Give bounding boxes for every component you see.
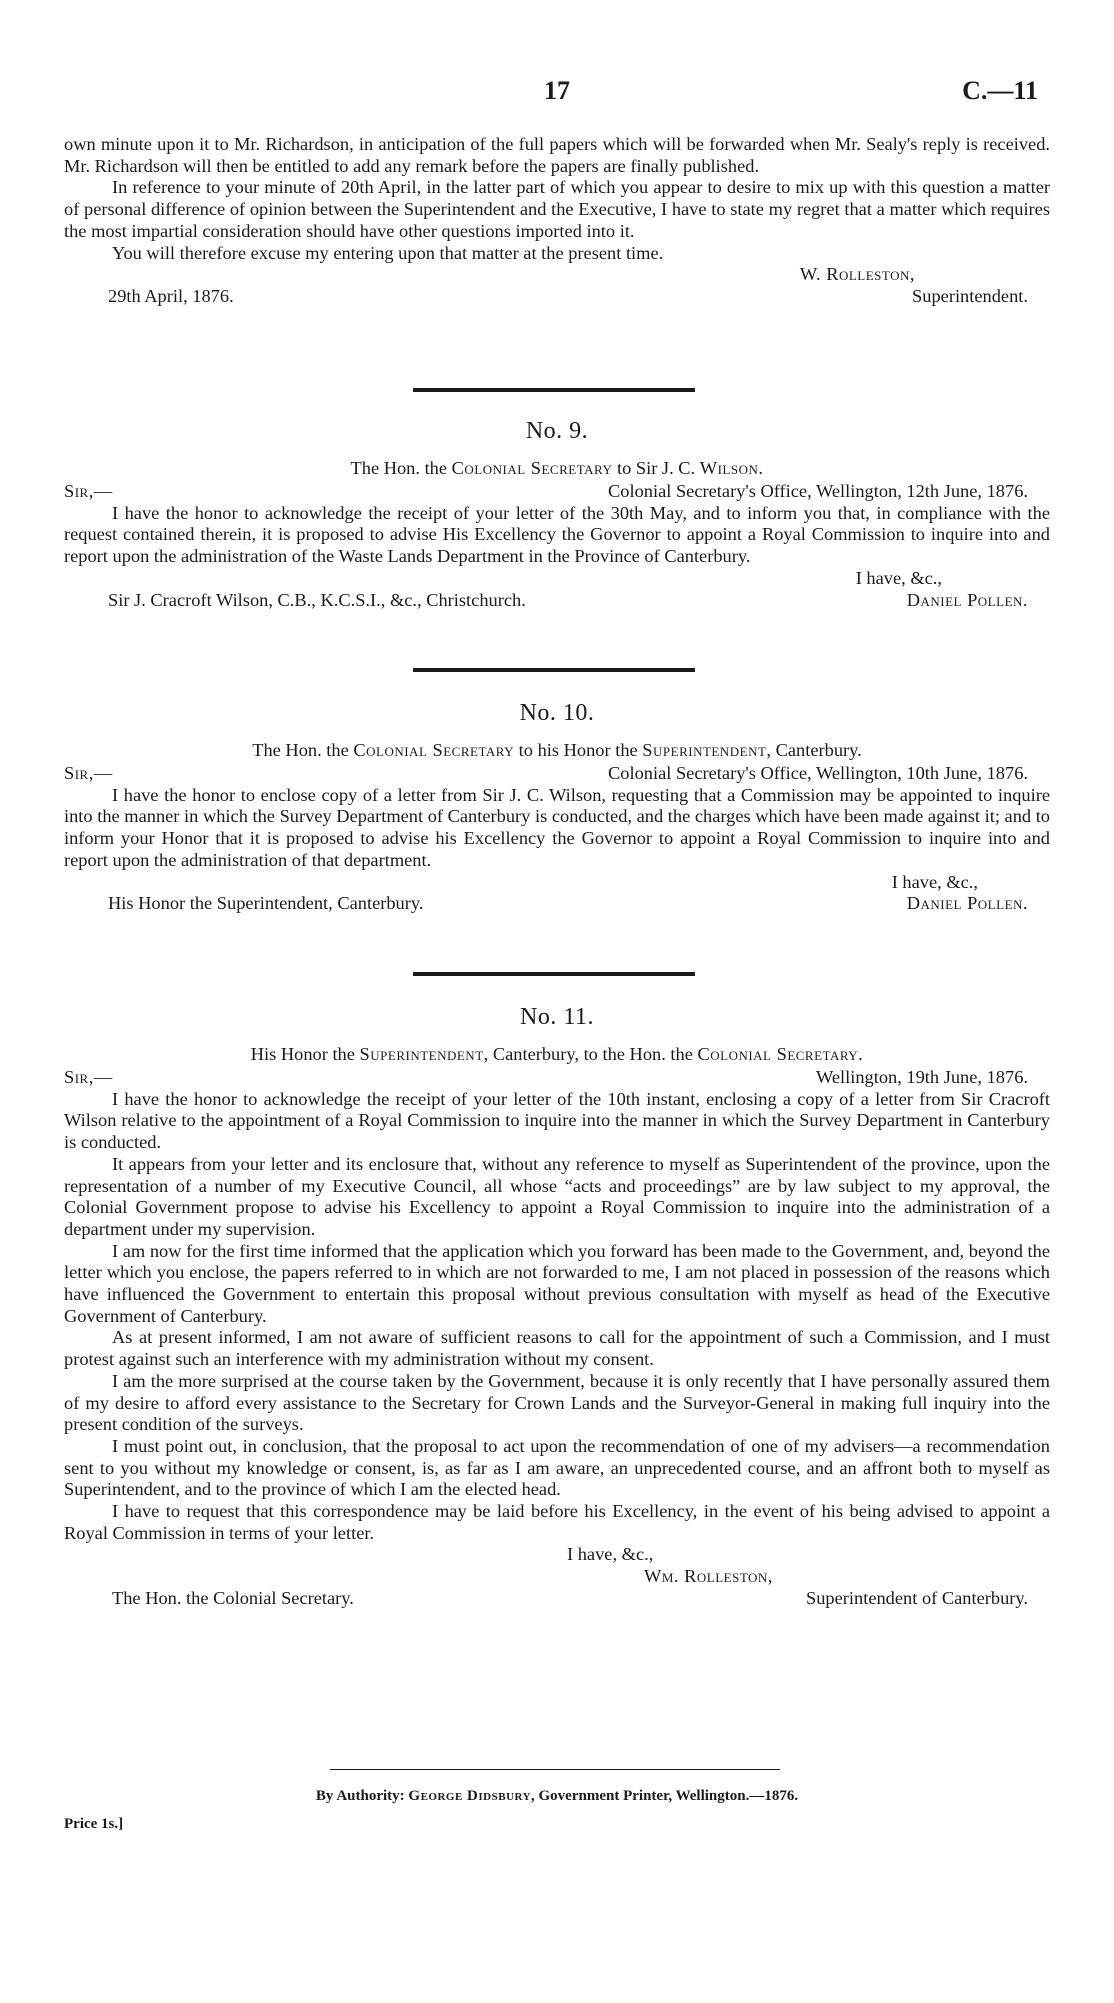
document-page — [64, 0, 1050, 2003]
letter-10-paragraph-1: I have the honor to enclose copy of a letter from Sir J. C. Wilson, requesting that a Commission may be appointed to inquire into the manner in which the Survey Department of Canterbury is conducted, and the charges which have been made against it; and to inform your Honor that it is proposed to advise his Excellency the Governor to appoint a Royal Commission to inquire into and report upon the administration of that department. — [64, 784, 1050, 870]
letter-11-body — [64, 1067, 1050, 1610]
paper-code: C.—11 — [962, 76, 1038, 105]
letter-9-salutation: Sir,— — [64, 481, 113, 501]
letter-11-paragraph-3: I am now for the first time informed that the application which you forward has been made to the Government, and, beyond the letter which you enclose, the papers referred to in which are not forwarded to me, I am not placed in possession of the reasons which have influenced the Government to entertain this proposal without previous consultation with myself as head of the Executive Government of Canterbury. — [64, 1240, 1050, 1326]
intro-paragraph-1: own minute upon it to Mr. Richardson, in anticipation of the full papers which will be forwarded when Mr. Sealy's reply is received. Mr. Richardson will then be entitled to add any remark before the papers are finally published. — [64, 134, 1050, 176]
letter-11-paragraph-5: I am the more surprised at the course taken by the Government, because it is only recently that I have personally assured them of my desire to afford every assistance to the Secretary for Crown Lands and the Surveyor-General in making full inquiry into the present condition of the surveys. — [64, 1370, 1050, 1435]
letter-11-paragraph-4: As at present informed, I am not aware of sufficient reasons to call for the appointment of such a Commission, and I must protest against such an interference with my administration without my consent. — [64, 1327, 1050, 1370]
letter-11-addressee: The Hon. the Colonial Secretary. — [112, 1587, 354, 1608]
letter-11-salutation: Sir,— — [64, 1067, 113, 1087]
letter-9-signature: Daniel Pollen. — [906, 589, 1028, 610]
letter-11-paragraph-6: I must point out, in conclusion, that the proposal to act upon the recommendation of one of my advisers—a recommendation sent to you without my knowledge or consent, is, as far as I am aware, an unprecedented course, and an affront both to myself as Superintendent, and to the province of which I am the elected head. — [64, 1435, 1050, 1500]
intro-section — [64, 134, 1050, 308]
letter-9-closing: I have, &c., — [855, 567, 942, 588]
letter-10-subtitle: The Hon. the Colonial Secretary to his Honor the Superintendent, Canterbury. — [252, 740, 862, 760]
letter-9-body — [64, 481, 1050, 611]
page-number: 17 — [544, 76, 570, 105]
letter-11-signature-title: Superintendent of Canterbury. — [806, 1587, 1028, 1608]
letter-11-subtitle: His Honor the Superintendent, Canterbury, to the Hon. the Colonial Secretary. — [250, 1044, 864, 1064]
section-divider — [413, 668, 695, 672]
letter-11-closing: I have, &c., — [567, 1544, 654, 1565]
intro-signature-name: W. Rolleston, — [799, 264, 915, 285]
letter-10-salutation: Sir,— — [64, 763, 113, 783]
letter-9-place-date: Colonial Secretary's Office, Wellington, 12th June, 1876. — [608, 481, 1028, 501]
intro-signature-title: Superintendent. — [912, 285, 1028, 306]
letter-11-paragraph-1: I have the honor to acknowledge the receipt of your letter of the 10th instant, enclosing a copy of a letter from Sir Cracroft Wilson relative to the appointment of a Royal Commission to inquire into the manner in which the Survey Department in Canterbury is conducted. — [64, 1088, 1050, 1153]
intro-paragraph-3: You will therefore excuse my entering upon that matter at the present time. — [112, 242, 664, 263]
footer-authority: By Authority: George Didsbury, Government Printer, Wellington.—1876. — [315, 1788, 799, 1804]
letter-11-place-date: Wellington, 19th June, 1876. — [815, 1067, 1028, 1087]
letter-10-closing: I have, &c., — [891, 871, 978, 892]
letter-11-signature-name: Wm. Rolleston, — [644, 1566, 773, 1587]
letter-10-place-date: Colonial Secretary's Office, Wellington, 10th June, 1876. — [608, 763, 1028, 783]
letter-9-addressee: Sir J. Cracroft Wilson, C.B., K.C.S.I., &c., Christchurch. — [108, 589, 526, 610]
footer-divider — [330, 1769, 780, 1770]
letter-number-9: No. 9. — [525, 418, 589, 444]
intro-date: 29th April, 1876. — [108, 285, 234, 306]
letter-11-paragraph-2: It appears from your letter and its enclosure that, without any reference to myself as Superintendent of the province, upon the representation of a number of my Executive Council, all whose “acts and proceedings” are by law subject to my approval, the Colonial Government propose to advise his Excellency to appoint a Royal Commission to inquire into the administration of a department under my supervision. — [64, 1153, 1050, 1239]
letter-11-paragraph-7: I have to request that this correspondence may be laid before his Excellency, in the event of his being advised to appoint a Royal Commission in terms of your letter. — [64, 1501, 1050, 1543]
page-header — [64, 76, 1050, 110]
letter-10-signature: Daniel Pollen. — [906, 893, 1028, 914]
section-divider — [413, 972, 695, 976]
letter-9-subtitle: The Hon. the Colonial Secretary to Sir J. C. Wilson. — [350, 458, 764, 478]
section-divider — [413, 388, 695, 392]
letter-10-body — [64, 763, 1050, 915]
letter-number-10: No. 10. — [519, 700, 595, 726]
letter-10-addressee: His Honor the Superintendent, Canterbury. — [108, 893, 424, 914]
letter-9-paragraph-1: I have the honor to acknowledge the receipt of your letter of the 30th May, and to inform you that, in compliance with the request contained therein, it is proposed to advise His Excellency the Governor to appoint a Royal Commission to inquire into and report upon the administration of the Waste Lands Department in the Province of Canterbury. — [64, 502, 1050, 567]
footer-price: Price 1s.] — [64, 1816, 124, 1832]
intro-paragraph-2: In reference to your minute of 20th April, in the latter part of which you appear to desire to mix up with this question a matter of personal difference of opinion between the Superintendent and the Executive, I have to state my regret that a matter which requires the most impartial consideration should have other questions imported into it. — [64, 177, 1050, 241]
letter-number-11: No. 11. — [520, 1004, 594, 1030]
